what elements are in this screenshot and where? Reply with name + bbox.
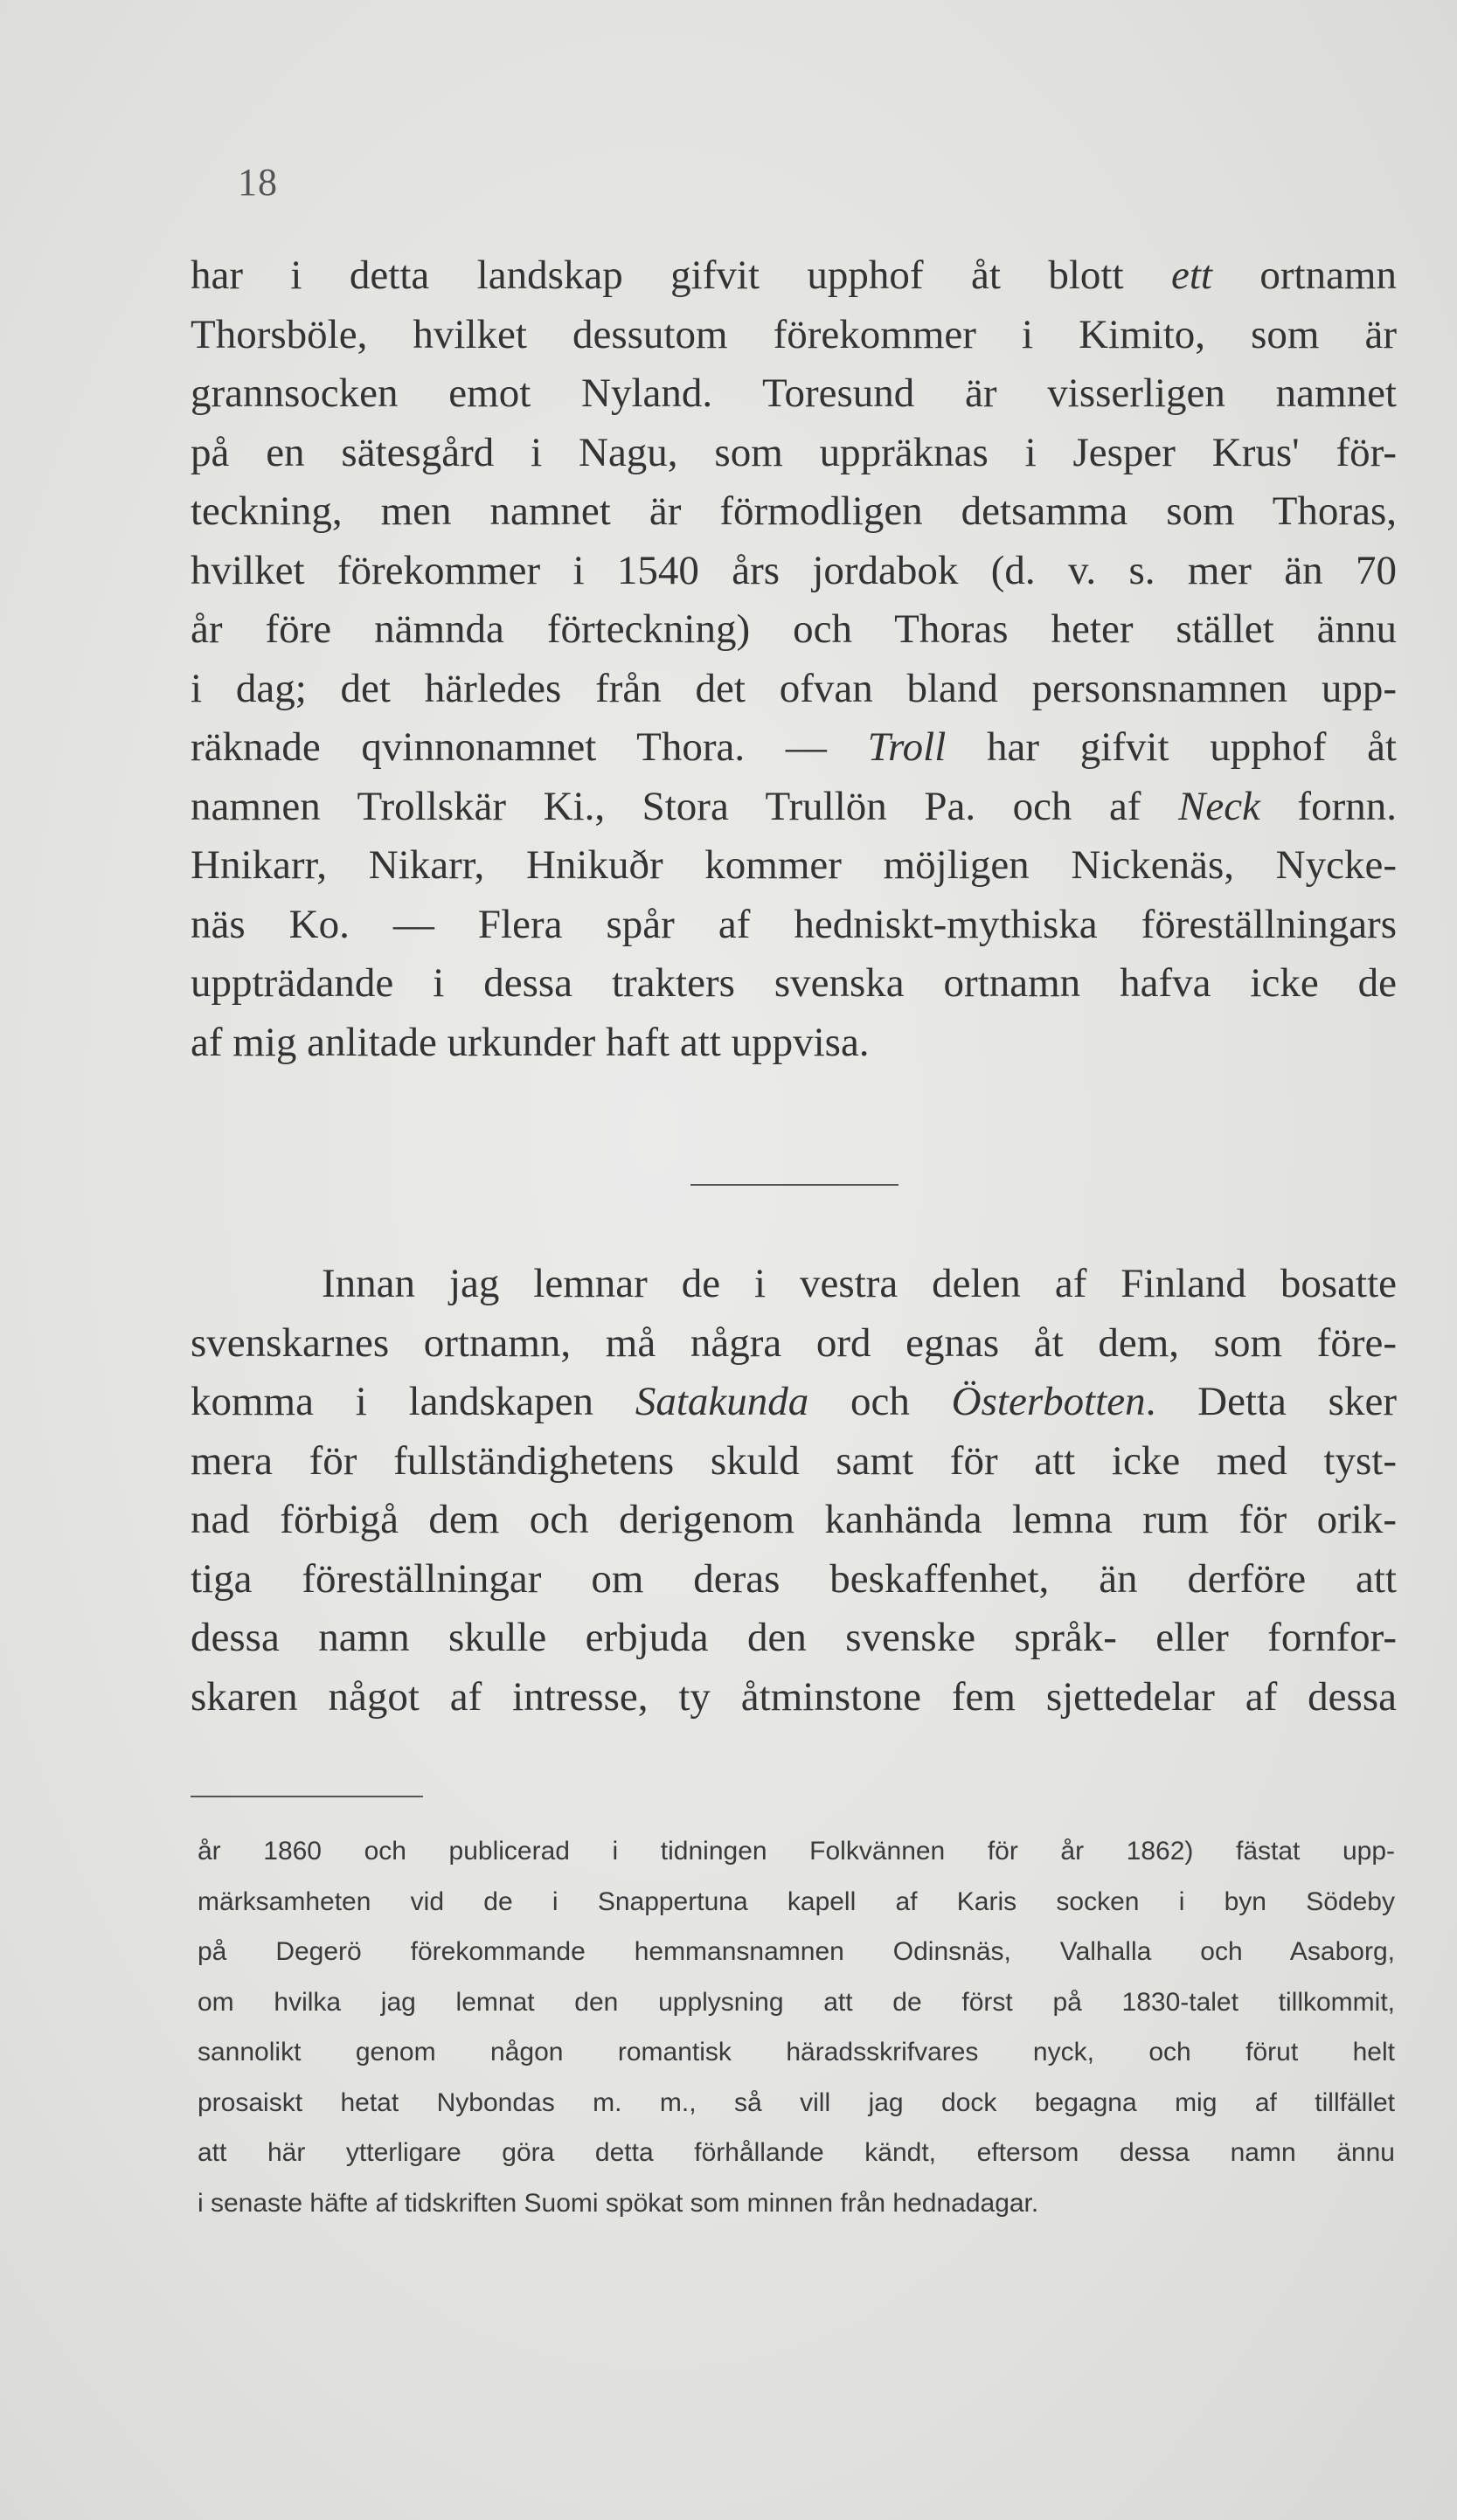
footnote-line: sannolikt genom någon romantisk häradsskrifvares nyck, och förut helt bbox=[198, 2038, 1395, 2067]
text-run: har i detta landskap gifvit upphof åt blott bbox=[191, 253, 1171, 298]
text-run: Hnikarr, Nikarr, Hnikuðr kommer möjligen Nickenäs, Nycke- bbox=[191, 842, 1397, 888]
text-run: uppträdande i dessa trakters svenska ortnamn hafva icke de bbox=[191, 960, 1397, 1006]
text-line bbox=[191, 954, 1397, 1014]
text-run: hvilket förekommer i 1540 års jordabok (d. v. s. mer än 70 bbox=[191, 547, 1397, 593]
footnote-line: år 1860 och publicerad i tidningen Folkvännen för år 1862) fästat upp- bbox=[198, 1837, 1395, 1866]
text-line bbox=[191, 896, 1397, 955]
text-line bbox=[191, 306, 1397, 365]
text-run: teckning, men namnet är förmodligen detsamma som Thoras, bbox=[191, 488, 1397, 534]
footnote-line: märksamheten vid de i Snappertuna kapell af Karis socken i byn Södeby bbox=[198, 1887, 1395, 1916]
text-run: komma i landskapen bbox=[191, 1379, 635, 1424]
footnote bbox=[198, 1826, 1395, 2228]
text-line bbox=[191, 1432, 1397, 1492]
text-line bbox=[191, 1255, 1397, 1314]
text-line bbox=[191, 542, 1397, 601]
footnote-line: att här ytterligare göra detta förhållande kändt, eftersom dessa namn ännu bbox=[198, 2138, 1395, 2167]
italic-text: Österbotten bbox=[951, 1379, 1146, 1424]
text-line bbox=[191, 1491, 1397, 1550]
text-run: mera för fullständighetens skuld samt för att icke med tyst- bbox=[191, 1437, 1397, 1484]
text-run: ortnamn bbox=[1211, 253, 1397, 298]
text-run: Thorsböle, hvilket dessutom förekommer i Kimito, som är bbox=[191, 311, 1397, 357]
text-line bbox=[191, 364, 1397, 424]
italic-text: Satakunda bbox=[635, 1379, 809, 1424]
italic-text: Troll bbox=[867, 724, 947, 770]
text-run: räknade qvinnonamnet Thora. — bbox=[191, 724, 868, 770]
text-run: grannsocken emot Nyland. Toresund är visserligen namnet bbox=[191, 370, 1397, 416]
text-run: och bbox=[808, 1379, 952, 1424]
footnote-line: i senaste häfte af tidskriften Suomi spökat som minnen från hednadagar. bbox=[198, 2188, 1039, 2218]
paragraph-2 bbox=[191, 1255, 1397, 1727]
text-run: har gifvit upphof åt bbox=[946, 724, 1397, 770]
text-line bbox=[191, 1373, 1397, 1432]
italic-text: ett bbox=[1170, 253, 1212, 298]
italic-text: Neck bbox=[1177, 783, 1260, 829]
footnote-divider bbox=[191, 1796, 423, 1797]
paragraph-1 bbox=[191, 246, 1397, 1072]
text-line bbox=[191, 1668, 1397, 1727]
text-run: i dag; det härledes från det ofvan bland personsnamnen upp- bbox=[191, 665, 1397, 711]
text-run: på en sätesgård i Nagu, som uppräknas i Jesper Krus' för- bbox=[191, 429, 1397, 475]
text-run: . Detta sker bbox=[1145, 1379, 1397, 1424]
text-line bbox=[191, 660, 1397, 719]
text-line bbox=[191, 1014, 1397, 1073]
text-line bbox=[191, 718, 1397, 778]
text-run: år före nämnda förteckning) och Thoras heter stället ännu bbox=[191, 606, 1397, 652]
text-run: namnen Trollskär Ki., Stora Trullön Pa. och af bbox=[191, 783, 1178, 829]
text-run: Innan jag lemnar de i vestra delen af Finland bosatte bbox=[322, 1261, 1397, 1306]
footnote-line: prosaiskt hetat Nybondas m. m., så vill jag dock begagna mig af tillfället bbox=[198, 2087, 1395, 2117]
footnote-line: om hvilka jag lemnat den upplysning att de först på 1830-talet tillkommit, bbox=[198, 1987, 1395, 2017]
text-line bbox=[191, 600, 1397, 660]
text-run: fornn. bbox=[1259, 783, 1397, 829]
text-run: skaren något af intresse, ty åtminstone fem sjettedelar af dessa bbox=[191, 1673, 1397, 1720]
text-run: svenskarnes ortnamn, må några ord egnas åt dem, som före- bbox=[191, 1319, 1397, 1366]
text-run: nad förbigå dem och derigenom kanhända lemna rum för orik- bbox=[191, 1497, 1397, 1542]
footnote-line: på Degerö förekommande hemmansnamnen Odinsnäs, Valhalla och Asaborg, bbox=[198, 1937, 1395, 1966]
text-line bbox=[191, 424, 1397, 483]
page-number: 18 bbox=[238, 161, 278, 204]
text-run: näs Ko. — Flera spår af hedniskt-mythiska föreställningars bbox=[191, 901, 1397, 947]
text-run: af mig anlitade urkunder haft att uppvisa. bbox=[191, 1019, 870, 1065]
text-line bbox=[191, 482, 1397, 542]
text-line bbox=[191, 836, 1397, 896]
text-line bbox=[191, 1609, 1397, 1668]
text-line bbox=[191, 1314, 1397, 1374]
text-run: dessa namn skulle erbjuda den svenske språk- eller fornfor- bbox=[191, 1615, 1397, 1660]
text-line bbox=[191, 246, 1397, 306]
section-divider bbox=[690, 1184, 898, 1186]
text-line bbox=[191, 778, 1397, 837]
text-run: tiga föreställningar om deras beskaffenhet, än derföre att bbox=[191, 1555, 1397, 1602]
text-line bbox=[191, 1550, 1397, 1610]
